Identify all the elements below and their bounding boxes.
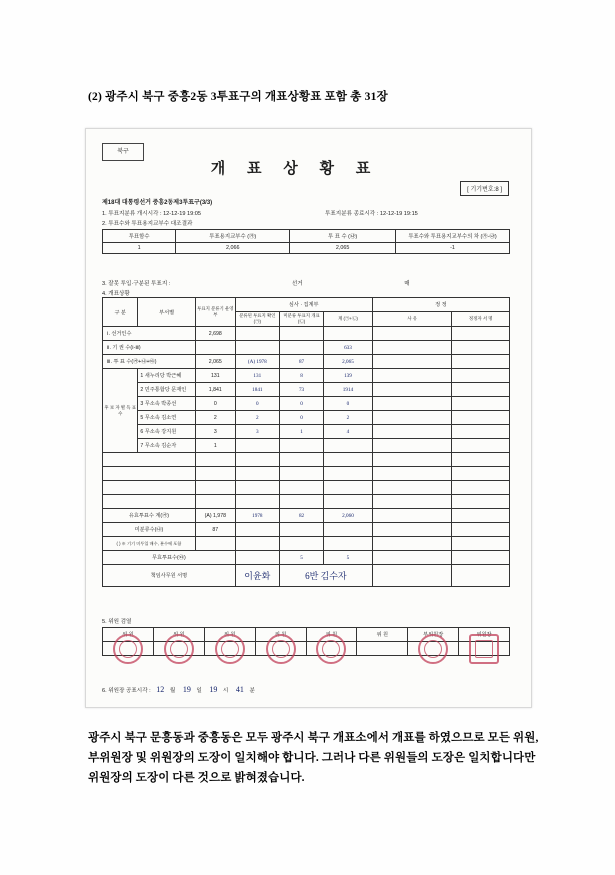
table-row [103,369,510,383]
note-c2 [235,537,279,551]
start-time-line: 1. 투표지분류 개시시각 : 12-12-19 19:05 [102,211,202,217]
row-c1-4: 1,841 [195,383,235,397]
row-c4-2: 2,065 [324,355,373,369]
row-c3-1 [279,341,323,355]
row-c1-1 [195,341,235,355]
unclassified-c5 [372,523,452,537]
row-c1-6: 2 [195,411,235,425]
row-label-1: Ⅱ. 기 권 수(Ⅰ-Ⅲ) [103,341,196,355]
compare-header-0: 투표함수 [103,230,176,243]
row-c1-2: 2,065 [195,355,235,369]
row-c1-0: 2,698 [195,327,235,341]
row-c4-4: 1914 [324,383,373,397]
candidate-no-7: 6 [140,429,144,435]
row-c3-3: 8 [279,369,323,383]
row-c6-7 [452,425,510,439]
unclassified-c4 [324,523,373,537]
candidate-label-4 [138,383,196,397]
vice-chair-stamp-icon [418,634,448,664]
candidate-no-8: 7 [140,443,144,449]
row-c3-4: 73 [279,383,323,397]
head-group-5: 정 정 [372,298,509,312]
valid-total-c1: (A) 1,978 [195,509,235,523]
compare-table [102,229,510,254]
row-c4-8 [324,439,373,453]
row-c2-4: 1841 [235,383,279,397]
tally-heading: 4. 개표상황 [102,291,130,297]
candidate-name-4: 문재인 [171,387,187,393]
valid-total-c2: 1978 [235,509,279,523]
caption-top: (2) 광주시 북구 중흥2동 3투표구의 개표상황표 포함 총 31장 [88,91,388,103]
row-c6-5 [452,397,510,411]
row-c4-1: 633 [324,341,373,355]
row-c2-7: 3 [235,425,279,439]
hour-unit: 시 [222,688,229,694]
candidate-party-5: 무소속 [144,401,160,407]
note-c4 [324,537,373,551]
row-c2-3: 131 [235,369,279,383]
row-c1-8: 1 [195,439,235,453]
unclassified-c6 [452,523,510,537]
signature-label: 책임사무원 서명 [103,565,236,587]
compare-cell-1: 2,066 [176,243,290,254]
signature-blank-2 [452,565,510,587]
candidate-name-3: 박근혜 [166,373,182,379]
blank-row [103,453,510,467]
row-c1-5: 0 [195,397,235,411]
row-c6-1 [452,341,510,355]
valid-total-label: 유효투표수 계(㉮) [103,509,196,523]
seal-header-2: 위 원 [204,628,255,642]
head-group-2: 부서별 [138,298,196,327]
unclassified-c3 [279,523,323,537]
row-label-2: Ⅲ. 투 표 수(㉮+㉯+㉰) [103,355,196,369]
unclassified-note-row [103,537,510,551]
candidate-name-6: 김소연 [161,415,177,421]
note-c3 [279,537,323,551]
row-c5-7 [372,425,452,439]
row-c6-8 [452,439,510,453]
month-unit: 월 [169,688,176,694]
seal-stamp-icon [164,634,194,664]
head-group-1: 구 분 [103,298,138,327]
seal-stamp-icon [215,634,245,664]
candidate-label-3 [138,369,196,383]
serial-label: [ 기기번호:8 ] [460,181,509,196]
seal-stamp-icon [266,634,296,664]
table-row [103,439,510,453]
unclassified-note: ( ) ※ 기기 미투입 매수, 분수에 포함 [103,537,196,551]
table-row [103,397,510,411]
announce-time-line [102,685,255,694]
table-row [103,327,510,341]
announce-month: 12 [156,685,165,694]
row-c2-2: (A) 1978 [235,355,279,369]
candidate-no-4: 2 [140,387,144,393]
row-c4-3: 139 [324,369,373,383]
misplaced-ballot-unit2: 매 [404,281,410,287]
unclassified-c1: 87 [195,523,235,537]
unclassified-c2 [235,523,279,537]
compare-header-1: 투표용지교부수 (㉮) [176,230,290,243]
row-c2-5: 0 [235,397,279,411]
seal-cell-4 [306,642,357,656]
seal-header-0: 위 원 [103,628,154,642]
row-c3-7: 1 [279,425,323,439]
row-c5-4 [372,383,452,397]
blank-row [103,481,510,495]
valid-total-c4: 2,060 [324,509,373,523]
void-c1 [235,551,279,565]
candidate-label-8 [138,439,196,453]
row-c2-1 [235,341,279,355]
candidate-party-7: 무소속 [144,429,160,435]
seal-header-6: 부위원장 [408,628,459,642]
seal-table [102,627,510,656]
row-c6-4 [452,383,510,397]
day-unit: 일 [196,688,202,694]
sub-header-4: 정정자 서 명 [452,312,510,327]
candidate-label-6 [138,411,196,425]
announce-time-label: 6. 위원장 공표시각 : [102,688,151,694]
signature-name-1: 이윤화 [235,565,279,587]
seal-cell-3 [255,642,306,656]
seal-cell-7 [459,642,510,656]
seal-header-3: 위 원 [255,628,306,642]
row-c4-0 [324,327,373,341]
row-c2-6: 2 [235,411,279,425]
compare-cell-2: 2,065 [290,243,396,254]
row-c5-3 [372,369,452,383]
compare-cell-0: 1 [103,243,176,254]
election-line: 제18대 대통령선거 중흥2동제3투표구(3/3) [102,200,213,206]
minute-unit: 분 [249,688,255,694]
table-row [103,411,510,425]
vote-tally-form [100,139,515,694]
table-row [103,383,510,397]
row-c2-8 [235,439,279,453]
row-c4-6: 2 [324,411,373,425]
note-c5 [372,537,452,551]
seal-header-4: 위 원 [306,628,357,642]
chair-stamp-icon [469,634,499,664]
candidate-label-5 [138,397,196,411]
misplaced-ballot-line [102,279,410,287]
announce-day: 19 [182,685,191,694]
row-c5-2 [372,355,452,369]
row-c6-3 [452,369,510,383]
row-c3-8 [279,439,323,453]
candidate-party-8: 무소속 [144,443,160,449]
blank-row [103,467,510,481]
sub-header-2: 계 (㉠+㉡) [324,312,373,327]
seal-header-1: 위 원 [153,628,204,642]
district-box: 북구 [102,143,144,161]
candidate-name-7: 강지원 [161,429,177,435]
misplaced-ballot-unit1: 선거 [291,281,303,287]
candidate-party-4: 민주통합당 [144,387,170,393]
candidate-no-3: 1 [140,373,144,379]
seal-cell-2 [204,642,255,656]
void-c4 [372,551,452,565]
table-row [103,355,510,369]
valid-total-row [103,509,510,523]
void-label: 무효투표수(㉰) [103,551,236,565]
table-row [103,341,510,355]
candidate-name-8: 김순자 [161,443,177,449]
row-c6-2 [452,355,510,369]
announce-minute: 41 [235,685,244,694]
candidate-side-label: 후 보 자 별 득 표 수 [103,369,138,453]
seal-cell-5 [357,642,408,656]
candidate-name-5: 박종선 [161,401,177,407]
seal-cell-6 [408,642,459,656]
row-c4-7: 4 [324,425,373,439]
void-row [103,551,510,565]
announce-hour: 19 [209,685,218,694]
seal-stamp-icon [113,634,143,664]
row-c5-1 [372,341,452,355]
row-c5-0 [372,327,452,341]
form-title: 개 표 상 황 표 [210,161,380,177]
row-c6-0 [452,327,510,341]
valid-total-c3: 82 [279,509,323,523]
seal-header-5: 위 원 [357,628,408,642]
misplaced-ballot-label: 3. 잘못 투입·구분된 투표지 : [102,281,171,287]
row-c1-7: 3 [195,425,235,439]
signature-blank-1 [372,565,452,587]
sub-header-3: 사 유 [372,312,452,327]
end-time-line: 투표지분류 종료시각 : 12-12-19 19:15 [325,211,418,217]
candidate-no-6: 5 [140,415,144,421]
row-c5-8 [372,439,452,453]
seal-heading: 5. 위원 검열 [102,619,132,625]
candidate-party-3: 새누리당 [144,373,165,379]
scanned-form-image [85,128,532,708]
sub-header-1: 미분류 투표지 개표(㉡) [279,312,323,327]
compare-cell-3: -1 [396,243,510,254]
row-c5-5 [372,397,452,411]
row-c3-6: 0 [279,411,323,425]
row-c2-0 [235,327,279,341]
void-c3: 5 [324,551,373,565]
compare-header-3: 투표수와 투표용지교부수의 차 (㉮-㉯) [396,230,510,243]
row-c3-5: 0 [279,397,323,411]
signature-row [103,565,510,587]
row-c1-3: 131 [195,369,235,383]
row-c5-6 [372,411,452,425]
tally-table [102,297,510,587]
unclassified-label: 미분류수(㉯) [103,523,196,537]
sub-header-0: 분류된 투표지 확인(㉠) [235,312,279,327]
candidate-party-6: 무소속 [144,415,160,421]
table-row [103,425,510,439]
row-c3-2: 87 [279,355,323,369]
compare-header-2: 투 표 수 (㉯) [290,230,396,243]
candidate-no-5: 3 [140,401,144,407]
valid-total-c6 [452,509,510,523]
caption-bottom: 광주시 북구 문흥동과 중흥동은 모두 광주시 북구 개표소에서 개표를 하였으므로 모든 위원, 부위원장 및 위원장의 도장이 일치해야 합니다. 그러나 다른 위원들의 도장은 일치합니다만 위원장의 도장이 다른 것으로 밝혀졌습니다. [88,732,539,785]
note-c6 [452,537,510,551]
valid-total-c5 [372,509,452,523]
unclassified-row [103,523,510,537]
seal-header-7: 위원장 [459,628,510,642]
row-c6-6 [452,411,510,425]
candidate-label-7 [138,425,196,439]
void-c5 [452,551,510,565]
head-group-3: 투표지 분류기 운영부 [195,298,235,327]
row-c4-5: 0 [324,397,373,411]
seal-cell-1 [153,642,204,656]
note-c1 [195,537,235,551]
row-label-0: Ⅰ. 선거인수 [103,327,196,341]
seal-cell-0 [103,642,154,656]
signature-name-2: 6반 김수자 [279,565,372,587]
void-c2: 5 [279,551,323,565]
head-group-4: 심사 · 집계부 [235,298,372,312]
blank-row [103,495,510,509]
row-c3-0 [279,327,323,341]
compare-heading: 2. 투표수와 투표용지교부수 대조결과 [102,221,193,227]
seal-stamp-icon [316,634,346,664]
